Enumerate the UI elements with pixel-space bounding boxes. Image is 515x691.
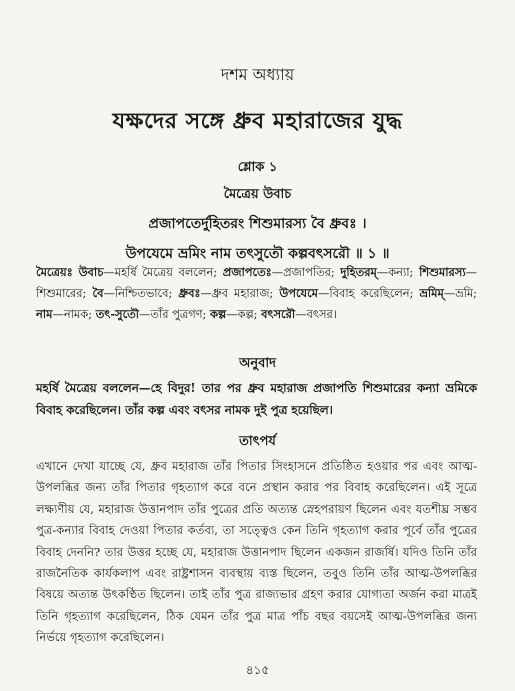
chapter-label: দশম অধ্যায় <box>220 65 295 84</box>
synonym-meaning: —ভ্রমি; <box>443 286 477 300</box>
page-number: ৪১৫ <box>245 663 270 677</box>
synonym-word: মৈত্রেয়ঃ উবাচ <box>36 265 104 279</box>
synonym-meaning: —বৎসর। <box>295 307 337 321</box>
purport-heading: তাৎপর্য <box>239 434 276 449</box>
synonym-meaning: —বিবাহ করেছিলেন; <box>318 286 420 300</box>
verse-line-2: উপযেমে ভ্রমিং নাম তৎসুতৌ কল্পবৎসরৌ ॥ ১ ॥ <box>125 246 390 262</box>
verse-block <box>0 158 515 272</box>
verse-speaker: মৈত্রেয় উবাচ <box>223 187 292 202</box>
verse-label: শ্লোক ১ <box>237 160 278 175</box>
synonym-word: কল্প <box>210 307 227 321</box>
synonym-word: বৎসরৌ <box>261 307 296 321</box>
synonym-word: ভ্রমিম্ <box>419 286 444 300</box>
synonym-meaning: —নিশ্চিতভাবে; <box>103 286 179 300</box>
synonym-word: ধ্রুবঃ <box>178 286 201 300</box>
word-meanings <box>36 262 477 325</box>
synonym-meaning: —নামক; <box>52 307 96 321</box>
synonym-meaning: —কন্যা; <box>376 265 420 279</box>
synonym-word: উপযেমে <box>279 286 318 300</box>
synonym-meaning: —শিশুমারের; <box>36 265 478 300</box>
synonym-word: নাম <box>36 307 53 321</box>
synonym-word: তৎ-সুতৌ <box>95 307 139 321</box>
synonym-meaning: —কল্প; <box>226 307 262 321</box>
synonym-meaning: —তাঁর পুত্রগণ; <box>138 307 211 321</box>
translation-heading: অনুবাদ <box>239 356 276 371</box>
purport-text: এখানে দেখা যাচ্ছে যে, ধ্রুব মহারাজ তাঁর পিতার সিংহাসনে প্রতিষ্ঠিত হওয়ার পর এবং আত্ম-উপলব্ধির জন্য তাঁর পিতার গৃহত্যাগ করে বনে প্রস্থান করার পর বিবাহ করেছিলেন। এই সূত্রে লক্ষ্যণীয় যে, মহারাজ উত্তানপাদ তাঁর পুত্রের প্রতি অত্যন্ত স্নেহপরায়ণ ছিলেন এবং যতশীঘ্র সম্ভব পুত্র-কন্যার বিবাহ দেওয়া পিতার কর্তব্য, তা সত্ত্বেও কেন তিনি গৃহত্যাগ করার পূর্বে তাঁর পুত্রের বিবাহ দেননি? তার উত্তর হচ্ছে যে, মহারাজ উত্তানপাদ ছিলেন একজন রাজর্ষি। যদিও তিনি তাঁর রাজনৈতিক কার্যকলাপ এবং রাষ্ট্রশাসন ব্যবস্থায় ব্যস্ত ছিলেন, তবুও তিনি তাঁর আত্ম-উপলব্ধির বিষয়ে অত্যন্ত উৎকণ্ঠিত ছিলেন। তাই তাঁর পুত্র রাজ্যভার গ্রহণ করার যোগ্যতা অর্জন করা মাত্রই তিনি গৃহত্যাগ করেছিলেন, ঠিক যেমন তাঁর পুত্র মাত্র পাঁচ বছর বয়সেই আত্ম-উপলব্ধির জন্য নির্ভয়ে গৃহত্যাগ করেছিলেন। <box>36 459 477 645</box>
synonym-meaning: —প্রজাপতির; <box>271 265 341 279</box>
synonym-meaning: —ধ্রুব মহারাজ; <box>200 286 280 300</box>
verse-line-1: প্রজাপতের্দুহিতরং শিশুমারস্য বৈ ধ্রুবঃ । <box>148 216 367 232</box>
synonym-word: প্রজাপতেঃ <box>222 265 272 279</box>
translation-text: মহর্ষি মৈত্রেয় বললেন—হে বিদুর! তার পর ধ্রুব মহারাজ প্রজাপতি শিশুমারের কন্যা ভ্রমিকে বিবাহ করেছিলেন। তাঁর কল্প এবং বৎসর নামক দুই পুত্র হয়েছিল। <box>36 381 477 417</box>
synonym-meaning: —মহর্ষি মৈত্রেয় বললেন; <box>103 265 223 279</box>
synonym-word: বৈ <box>92 286 104 300</box>
synonym-word: শিশুমারস্য <box>419 265 466 279</box>
synonym-word: দুহিতরম্ <box>340 265 377 279</box>
chapter-title: যক্ষদের সঙ্গে ধ্রুব মহারাজের যুদ্ধ <box>112 108 403 134</box>
